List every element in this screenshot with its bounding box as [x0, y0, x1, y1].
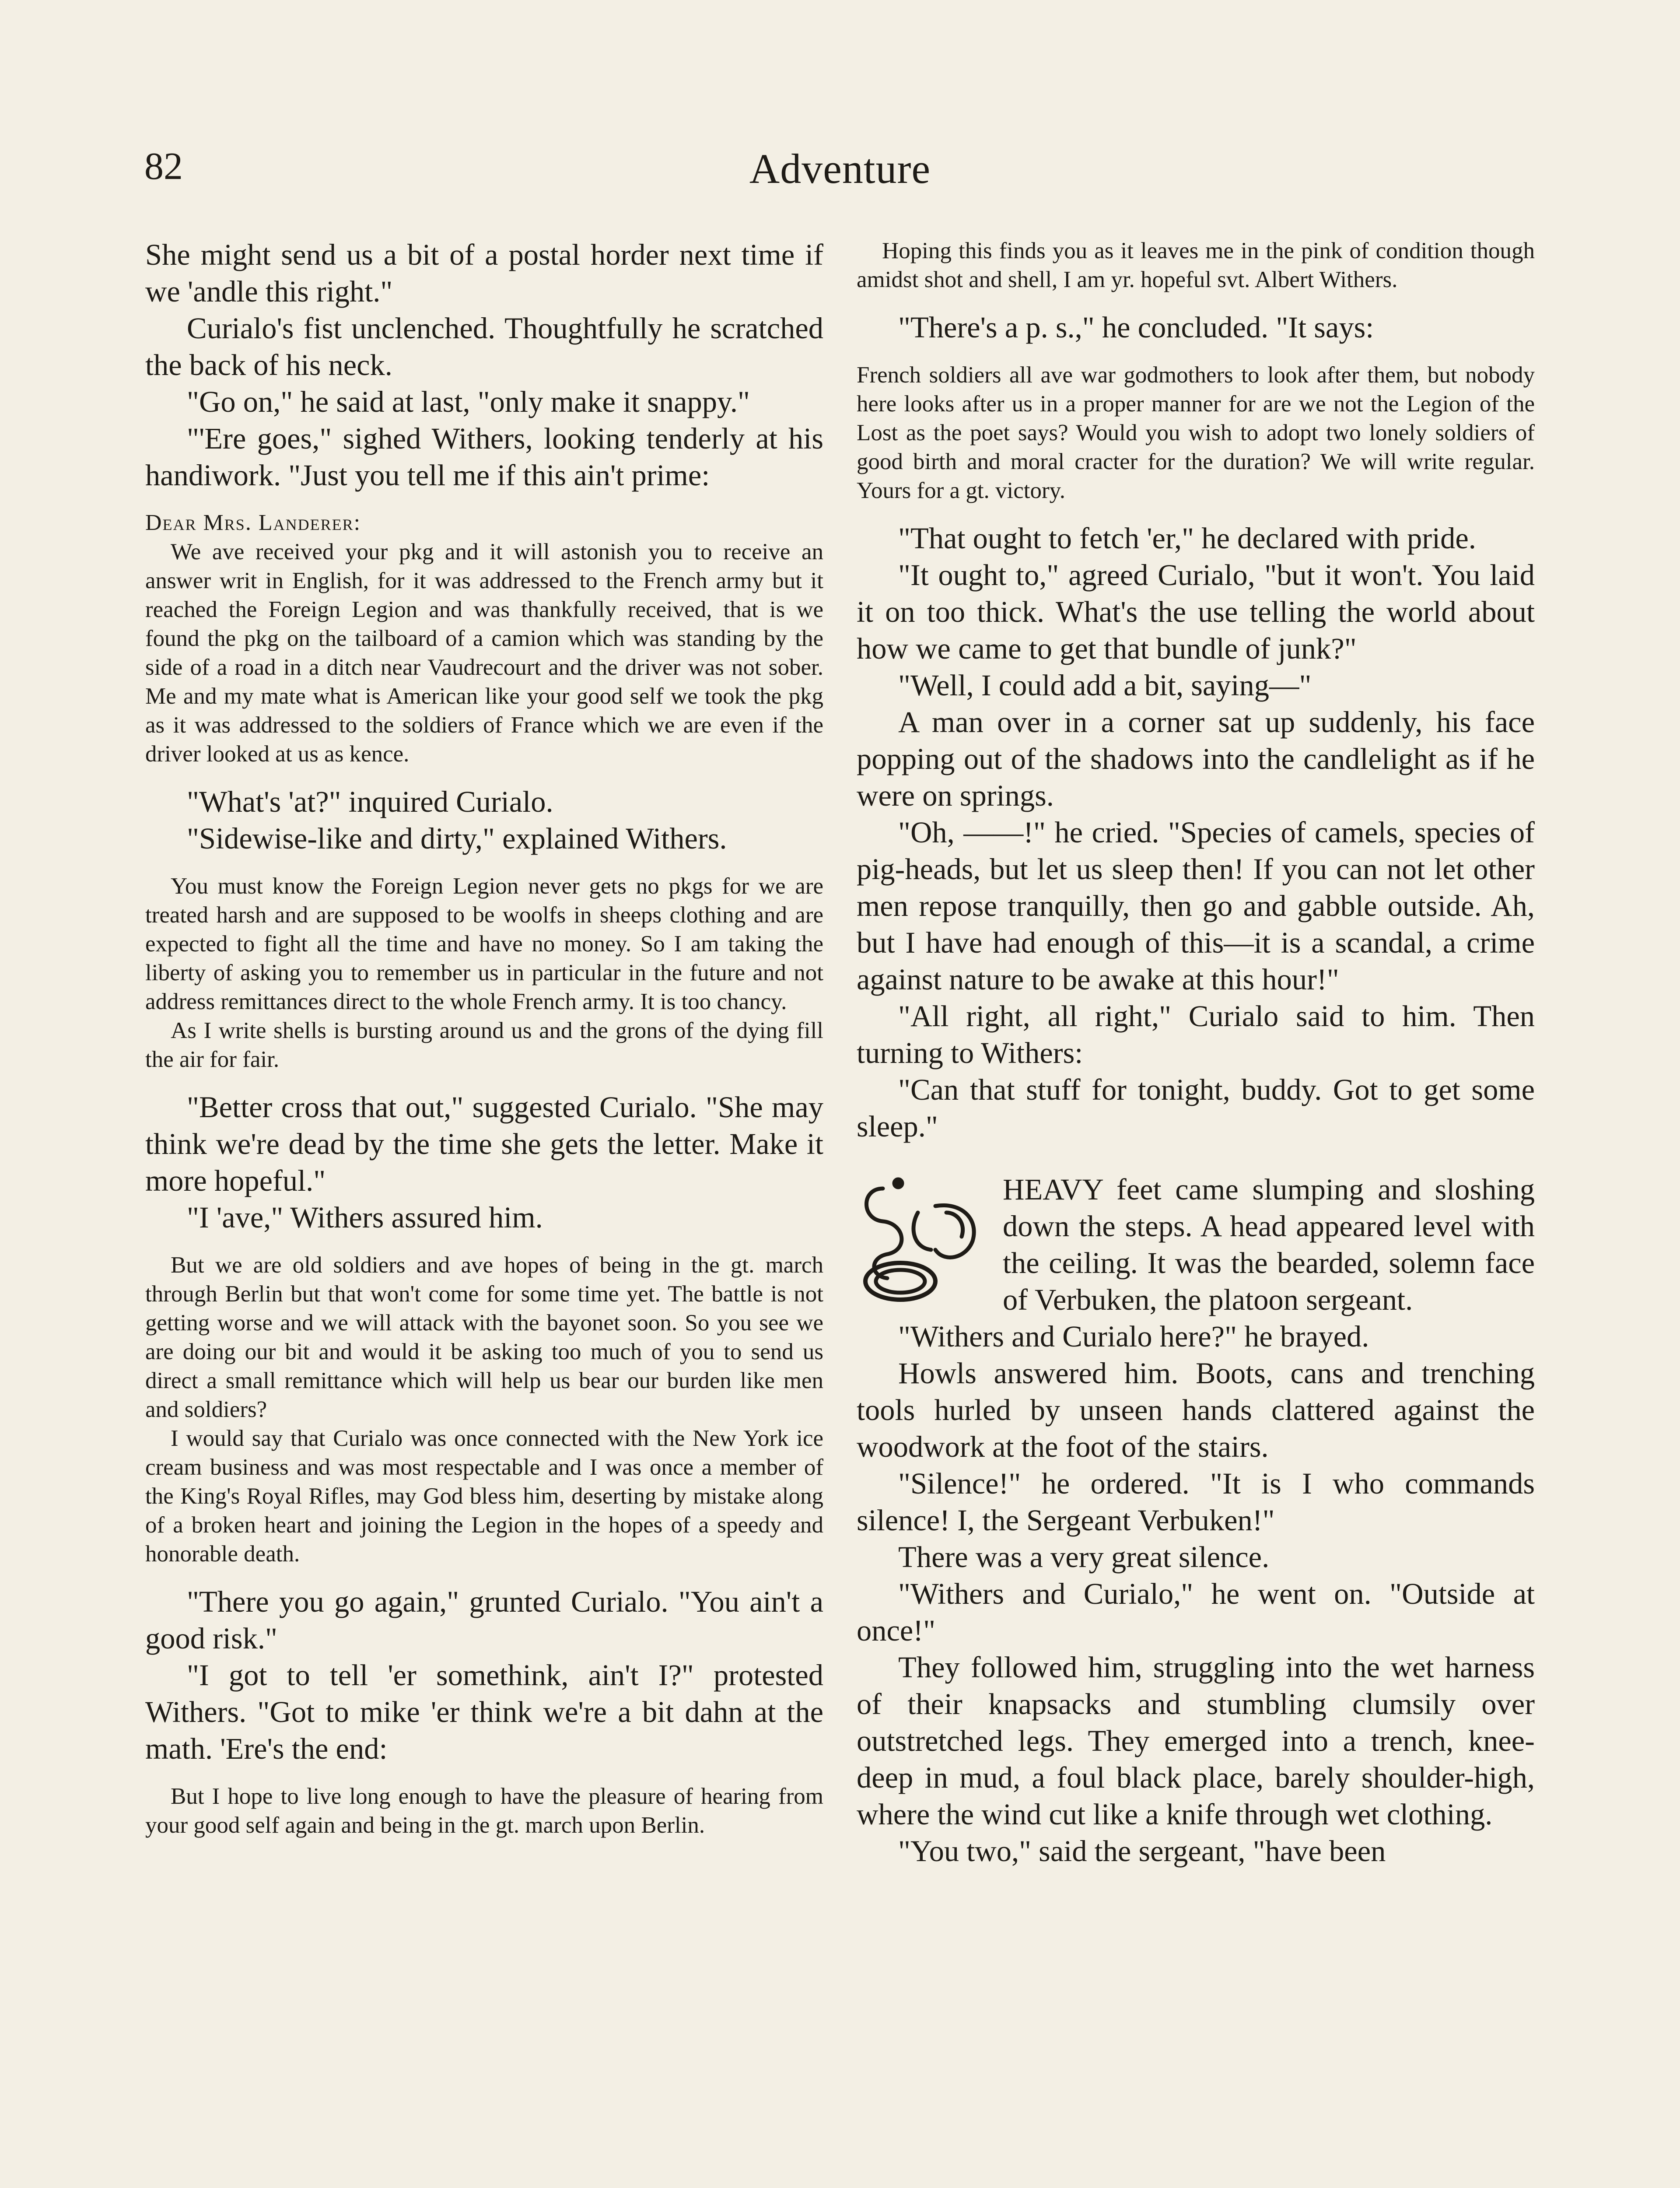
paragraph: "There's a p. s.," he concluded. "It says:	[898, 311, 1374, 344]
paragraph: "I 'ave," Withers assured him.	[187, 1201, 543, 1234]
paragraph: "'Ere goes," sighed Withers, looking tenderly at his handiwork. "Just you tell me if this ain't prime:	[145, 422, 823, 492]
letter-salutation: Dear Mrs. Landerer:	[145, 510, 361, 535]
paragraph: "I got to tell 'er somethink, ain't I?" protested Withers. "Got to mike 'er think we're a bit dahn at the math. 'Ere's the end:	[145, 1659, 823, 1765]
letter-paragraph: You must know the Foreign Legion never gets no pkgs for we are treated harsh and are supposed to be woolfs in sheeps clothing and are expected to fight all the time and have no money. So I am taking the liberty of asking you to remember us in particular in the future and not address remittances direct to the whole French army. It is too chancy.	[145, 873, 823, 1014]
paragraph: "There you go again," grunted Curialo. "You ain't a good risk."	[145, 1585, 823, 1655]
paragraph: "Go on," he said at last, "only make it snappy."	[187, 385, 750, 418]
paragraph: There was a very great silence.	[898, 1540, 1270, 1574]
paragraph: "Oh, ——!" he cried. "Species of camels, species of pig-heads, but let us sleep then! If you can not let other men repose tranquilly, then go and gabble outside. Ah, but I have had enough of this—it is a scandal, a crime against nature to be awake at this hour!"	[857, 816, 1535, 996]
paragraph: "Sidewise-like and dirty," explained Withers.	[187, 822, 727, 855]
paragraph: "Well, I could add a bit, saying—"	[898, 669, 1312, 702]
letter-paragraph: But I hope to live long enough to have the pleasure of hearing from your good self again and being in the gt. march upon Berlin.	[145, 1784, 823, 1838]
paragraph: "It ought to," agreed Curialo, "but it won't. You laid it on too thick. What's the use telling the world about how we came to get that bundle of junk?"	[857, 558, 1535, 665]
paragraph: They followed him, struggling into the wet harness of their knapsacks and stumbling clumsily over outstretched legs. They emerged into a trench, knee-deep in mud, a foul black place, barely shoulder-high, where the wind cut like a knife through wet clothing.	[857, 1651, 1535, 1831]
paragraph: "Can that stuff for tonight, buddy. Got to get some sleep."	[857, 1073, 1535, 1143]
page-header	[144, 144, 1536, 201]
letter-paragraph: As I write shells is bursting around us and the grons of the dying fill the air for fair.	[145, 1018, 823, 1072]
letter-paragraph: Hoping this finds you as it leaves me in the pink of condition though amidst shot and shell, I am yr. hopeful svt. Albert Withers.	[857, 238, 1535, 292]
section-break	[857, 1171, 1535, 1318]
right-column	[857, 236, 1535, 1869]
paragraph: Curialo's fist unclenched. Thoughtfully he scratched the back of his neck.	[145, 312, 823, 382]
page-number: 82	[144, 145, 183, 188]
paragraph: "Withers and Curialo here?" he brayed.	[898, 1320, 1369, 1353]
running-title: Adventure	[749, 145, 931, 192]
paragraph: "All right, all right," Curialo said to him. Then turning to Withers:	[857, 999, 1535, 1069]
paragraph: "That ought to fetch 'er," he declared with pride.	[898, 522, 1476, 555]
paragraph: She might send us a bit of a postal horder next time if we 'andle this right."	[145, 238, 823, 308]
paragraph: Howls answered him. Boots, cans and trenching tools hurled by unseen hands clattered against the woodwork at the foot of the stairs.	[857, 1357, 1535, 1463]
paragraph: "What's 'at?" inquired Curialo.	[187, 785, 553, 818]
letter-paragraph: But we are old soldiers and ave hopes of being in the gt. march through Berlin but that won't come for some time yet. The battle is not getting worse and we will attack with the bayonet soon. So you see we are doing our bit and would it be asking too much of you to send us direct a small remittance which will help us bear our burden like men and soldiers?	[145, 1252, 823, 1422]
letter-paragraph: French soldiers all ave war godmothers to look after them, but nobody here looks after us in a proper manner for are we not the Legion of the Lost as the poet says? Would you wish to adopt two lonely soldiers of good birth and moral cracter for the duration? We will write regular. Yours for a gt. victory.	[857, 362, 1535, 503]
left-column	[145, 236, 823, 1840]
section-opening-paragraph: HEAVY feet came slumping and sloshing down the steps. A head appeared level with the ceiling. It was the bearded, solemn face of Verbuken, the platoon sergeant.	[1003, 1173, 1535, 1316]
paragraph: "Better cross that out," suggested Curialo. "She may think we're dead by the time she gets the letter. Make it more hopeful."	[145, 1090, 823, 1197]
paragraph: "Silence!" he ordered. "It is I who commands silence! I, the Sergeant Verbuken!"	[857, 1467, 1535, 1537]
paragraph: "You two," said the sergeant, "have been	[898, 1834, 1386, 1868]
letter-paragraph: We ave received your pkg and it will astonish you to receive an answer writ in English, for it was addressed to the French army but it reached the Foreign Legion and was thankfully received, that is we found the pkg on the tailboard of a camion which was standing by the side of a road in a ditch near Vaudrecourt and the driver was not sober. Me and my mate what is American like your good self we took the pkg as it was addressed to the soldiers of France which we are even if the driver looked at us as kence.	[145, 539, 823, 767]
paragraph: A man over in a corner sat up suddenly, his face popping out of the shadows into the candlelight as if he were on springs.	[857, 705, 1535, 812]
ornamental-initial-s-icon	[857, 1171, 997, 1307]
paragraph: "Withers and Curialo," he went on. "Outside at once!"	[857, 1577, 1535, 1647]
letter-paragraph: I would say that Curialo was once connected with the New York ice cream business and was most respectable and I was once a member of the King's Royal Rifles, may God bless him, deserting by mistake along of a broken heart and joining the Legion in the hopes of a speedy and honorable death.	[145, 1426, 823, 1567]
